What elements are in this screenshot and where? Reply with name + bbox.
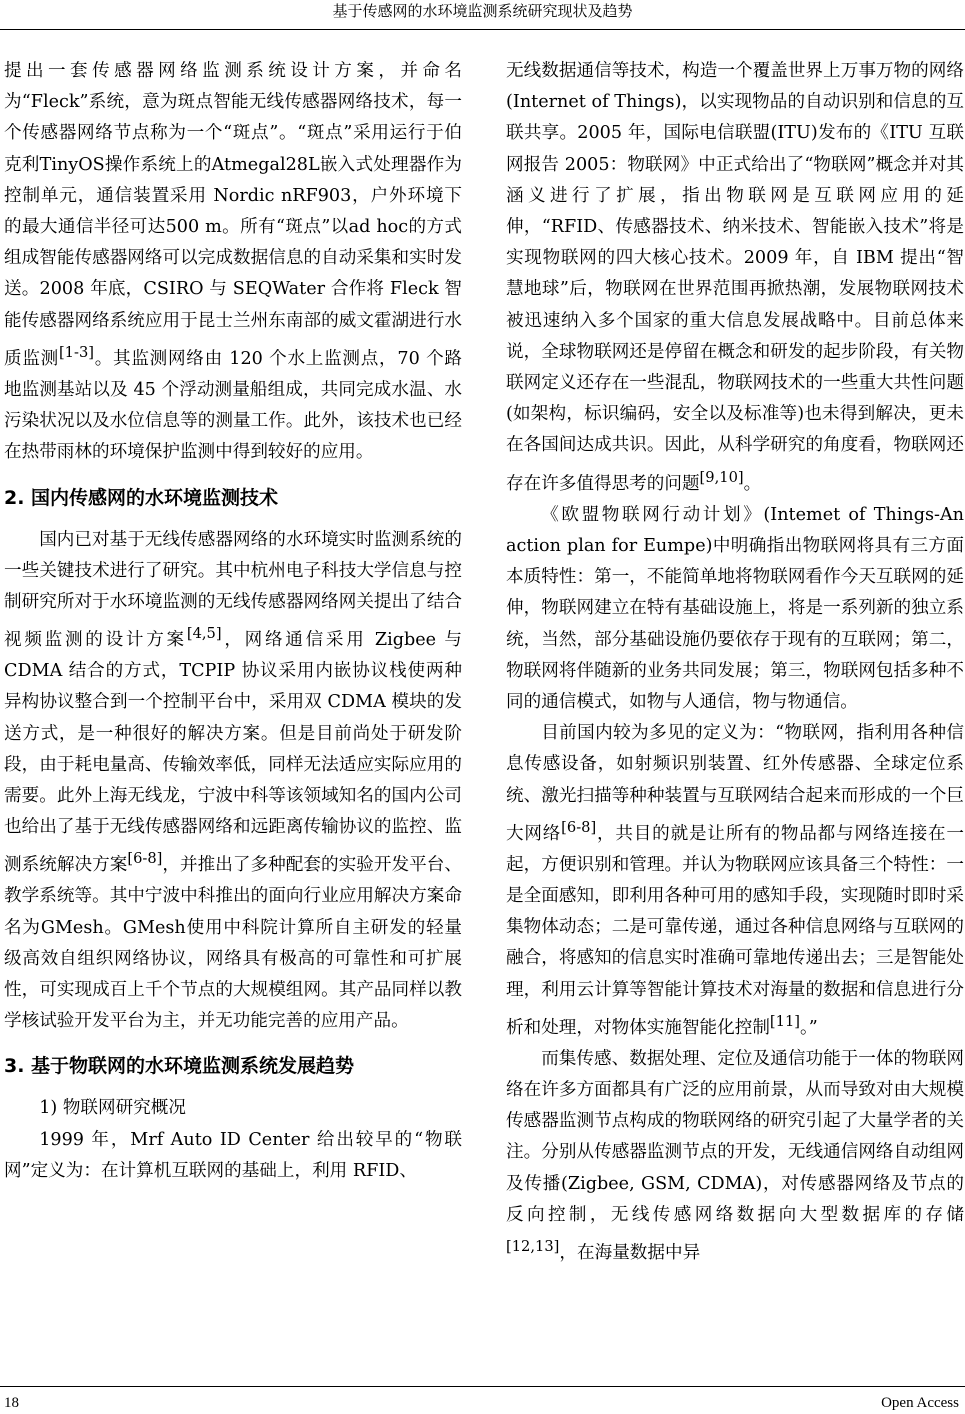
right-column: [506, 56, 964, 1269]
paragraph-text: ，网络通信采用 Zigbee 与 CDMA 结合的方式，TCPIP 协议采用内嵌协议栈使两种异构协议整合到一个控制平台中，采用双 CDMA 模块的发送方式，是一种很好的解决方案。但是目前尚处于研发阶段，由于耗电量高、传输效率低，同样无法适应实际应用的需要。此外上海无线龙，宁波中科等该领域知名的国内公司也给出了基于无线传感器网络和远距离传输协议的监控、监测系统解决方案: [4, 629, 462, 876]
paragraph: [4, 525, 462, 1038]
paragraph: 《欧盟物联网行动计划》(Intemet of Things-An action plan for Eumpe)中明确指出物联网将具有三方面本质特性：第一，不能简单地将物联网看作今天互联网的延伸，物联网建立在特有基础设施上，将是一系列新的独立系统，当然，部分基础设施仍要依存于现有的互联网；第二，物联网将伴随新的业务共同发展；第三，物联网包括多种不同的通信模式，如物与人通信，物与物通信。: [506, 504, 964, 712]
citation: [11]: [769, 1012, 801, 1030]
paragraph-text: 而集传感、数据处理、定位及通信功能于一体的物联网络在许多方面都具有广泛的应用前景，从而导致对由大规模传感器监测节点构成的物联网络的研究引起了大量学者的关注。分别从传感器监测节点的开发，无线通信网络自动组网及传播(Zigbee, GSM, CDMA)，对传感器网络及节点的反向控制，无线传感网络数据向大型数据库的存储: [506, 1048, 964, 1225]
paragraph-text: 。”: [800, 1017, 818, 1038]
subsection-heading: 1) 物联网研究概况: [39, 1098, 186, 1119]
paragraph: 1999 年，Mrf Auto ID Center 给出较早的“物联网”定义为：在计算机互联网的基础上，利用 RFID、: [4, 1129, 462, 1181]
citation: [12,13]: [506, 1238, 560, 1256]
paragraph: [506, 718, 964, 1044]
citation: [9,10]: [699, 468, 744, 486]
running-header: 基于传感网的水环境监测系统研究现状及趋势: [0, 0, 965, 30]
paragraph: [506, 56, 964, 500]
page-footer: [0, 1392, 965, 1414]
paragraph-text: ，在海量数据中异: [559, 1242, 701, 1263]
paragraph-text: 。其监测网络由 120 个水上监测点，70 个路地监测基站以及 45 个浮动测量船组成，共同完成水温、水污染状况以及水位信息等的测量工作。此外，该技术也已经在热带雨林的环境保护监测中得到较好的应用。: [4, 348, 462, 463]
paragraph-text: 目前国内较为多见的定义为：“物联网，指利用各种信息传感设备，如射频识别装置、红外传感器、全球定位系统、激光扫描等种种装置与互联网结合起来而形成的一个巨大网络: [506, 723, 964, 844]
footer-rule: [0, 1386, 965, 1387]
citation: [6-8]: [561, 818, 597, 836]
paragraph: [4, 56, 462, 469]
citation: [1-3]: [58, 343, 94, 361]
citation: [4,5]: [186, 625, 222, 643]
paragraph-text: ，共目的就是让所有的物品都与网络连接在一起，方便识别和管理。并认为物联网应该具备三个特性：一是全面感知，即利用各种可用的感知手段，实现随时即时采集物体动态；二是可靠传递，通过各种信息网络与互联网的融合，将感知的信息实时准确可靠地传递出去；三是智能处理，利用云计算等智能计算技术对海量的数据和信息进行分析和处理，对物体实施智能化控制: [506, 823, 964, 1038]
paragraph-text: 国内已对基于无线传感器网络的水环境实时监测系统的一些关键技术进行了研究。其中杭州电子科技大学信息与控制研究所对于水环境监测的无线传感器网络网关提出了结合视频监测的设计方案: [4, 529, 462, 650]
paragraph-text: ，并推出了多种配套的实验开发平台、教学系统等。其中宁波中科推出的面向行业应用解决方案命名为GMesh。GMesh使用中科院计算所自主研发的轻量级高效自组织网络协议，网络具有极高的可靠性和可扩展性，可实现成百上千个节点的大规模组网。其产品同样以教学核试验开发平台为主，并无功能完善的应用产品。: [4, 855, 462, 1032]
paragraph-text: 。: [743, 473, 762, 494]
open-access-label: Open Access: [881, 1395, 959, 1411]
section-heading-3: 3. 基于物联网的水环境监测系统发展趋势: [4, 1055, 355, 1078]
paragraph: [506, 1044, 964, 1269]
paragraph-text: 无线数据通信等技术，构造一个覆盖世界上万事万物的网络(Internet of Things)，以实现物品的自动识别和信息的互联共享。2005 年，国际电信联盟(ITU)发布的《ITU 互联网报告 2005：物联网》中正式给出了“物联网”概念并对其涵义进行了扩展，指出物联网是互联网应用的延伸，“RFID、传感器技术、纳米技术、智能嵌入技术”将是实现物联网的四大核心技术。2009 年，自 IBM 提出“智慧地球”后，物联网在世界范围再掀热潮，发展物联网技术被迅速纳入多个国家的重大信息发展战略中。目前总体来说，全球物联网还是停留在概念和研发的起步阶段，有关物联网定义还存在一些混乱，物联网技术的一些重大共性问题(如架构，标识编码，安全以及标准等)也未得到解决，更未在各国间达成共识。因此，从科学研究的角度看，物联网还存在许多值得思考的问题: [506, 61, 964, 494]
page-number: 18: [4, 1395, 19, 1411]
paragraph-text: 提出一套传感器网络监测系统设计方案，并命名为“Fleck”系统，意为斑点智能无线传感器网络技术，每一个传感器网络节点称为一个“斑点”。“斑点”采用运行于伯克利TinyOS操作系统上的Atmegal28L嵌入式处理器作为控制单元，通信装置采用 Nordic nRF903，户外环境下的最大通信半径可达500 m。所有“斑点”以ad hoc的方式组成智能传感器网络可以完成数据信息的自动采集和实时发送。2008 年底，CSIRO 与 SEQWater 合作将 Fleck 智能传感器网络系统应用于昆士兰州东南部的威文霍湖进行水质监测: [4, 61, 462, 369]
citation: [6-8]: [127, 850, 163, 868]
section-heading-2: 2. 国内传感网的水环境监测技术: [4, 486, 279, 509]
left-column: [4, 56, 462, 1187]
